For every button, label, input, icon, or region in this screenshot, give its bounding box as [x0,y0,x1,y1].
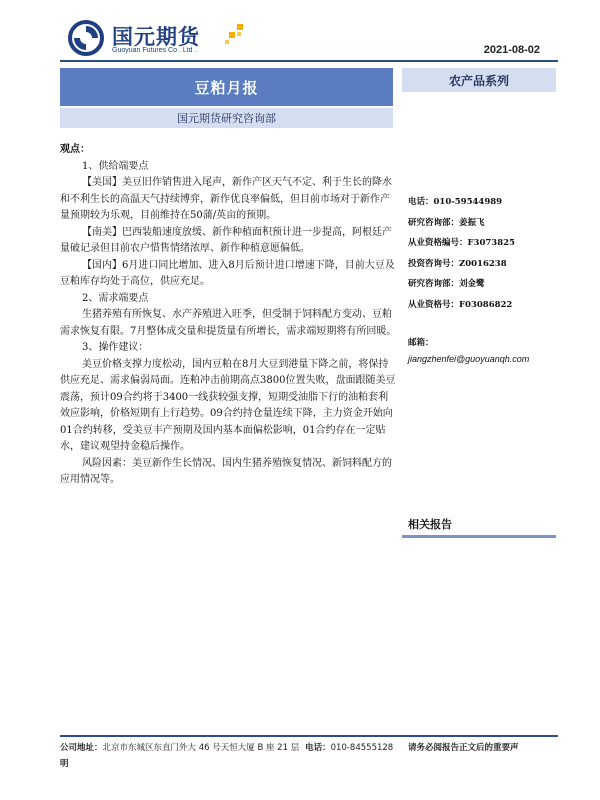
footer-address: 北京市东城区东直门外大 46 号天恒大厦 B 座 21 层 [102,743,300,753]
contact-sidebar [408,192,558,365]
section-supply-title: 1、供给端要点 [82,160,149,172]
contact-license: 从业资格号：F03086822 [408,299,513,310]
logo-subtitle: Guoyuan Futures Co . Ltd . [112,47,197,54]
contact-phone: 电话：010-59544989 [408,197,503,208]
report-title: 豆粕月报 [60,68,393,106]
related-reports-rule [402,535,556,538]
related-reports-title: 相关报告 [408,518,452,531]
footer-disclaimer-continued: 明 [60,759,69,769]
supply-us-paragraph: 【美国】美豆旧作销售进入尾声，新作产区天气不定、利于生长的降水和不利生长的高温天气持续博弈，新作优良率偏低，但目前市场对于新作产量预期较为乐观，目前维持在50蒲/英亩的预期。 [60,177,392,221]
logo-emblem-icon [68,20,104,56]
footer-phone: 010-84555128 [330,743,394,753]
section-demand-title: 2、需求端要点 [82,292,149,304]
viewpoint-heading: 观点： [60,144,90,155]
investment-consult-number: 投资咨询号：Z0016238 [408,258,507,269]
footer [60,740,560,772]
risk-paragraph: 风险因素：美豆新作生长情况、国内生猪养殖恢复情况、新饲料配方的应用情况等。 [60,457,392,485]
section-strategy-title: 3、操作建议： [82,342,149,353]
logo-dots-icon [225,24,247,46]
department-bar: 国元期货研究咨询部 [60,108,393,128]
footer-disclaimer: 请务必阅报告正文后的重要声 [408,743,519,753]
related-reports [402,515,556,538]
supply-sa-paragraph: 【南美】巴西装船速度放缓、新作种植面积预计进一步提高，阿根廷产量破记录但目前农户惜售情绪浓厚、新作种植意愿偏低。 [60,226,392,254]
demand-paragraph: 生猪养殖有所恢复、水产养殖进入旺季，但受制于饲料配方变动、豆粕需求恢复有限。7月整体成交量和提货量有所增长，需求端短期将有所回暖。 [60,309,397,337]
email-label: 邮箱： [408,338,434,348]
strategy-paragraph: 美豆价格支撑力度松动，国内豆粕在8月大豆到港量下降之前，将保持供应充足、需求偏弱局面。连粕冲击前期高点3800位置失败，盘面跟随美豆震荡，预计09合约将于3400一线获较强支撑，短期受油脂下行的油粕套利效应影响，价格短期有上行趋势。09合约持仓量连续下降，主力资金开始向01合约转移，受美豆丰产预期及国内基本面偏松影响，01合约存在一定贴水，建议观望持金稳后操作。 [60,358,396,452]
analyst-name: 研究咨询部：姜振飞 [408,217,485,228]
email-link[interactable]: jiangzhenfei@guoyuanqh.com [408,354,530,364]
main-content [60,142,398,489]
contact-name: 研究咨询部：刘金鹭 [408,279,485,290]
report-date: 2021-08-02 [483,44,540,56]
series-bar: 农产品系列 [402,68,556,92]
supply-domestic-paragraph: 【国内】6月进口同比增加、进入8月后预计进口增速下降，目前大豆及豆粕库存均处于高位，供应充足。 [60,259,395,287]
logo-name: 国元期货 [112,25,200,49]
footer-rule [60,735,558,737]
footer-address-label: 公司地址： [60,743,103,753]
header-rule [60,60,558,62]
footer-phone-label: 电话： [305,743,331,753]
analyst-license: 从业资格编号：F3073825 [408,238,515,249]
